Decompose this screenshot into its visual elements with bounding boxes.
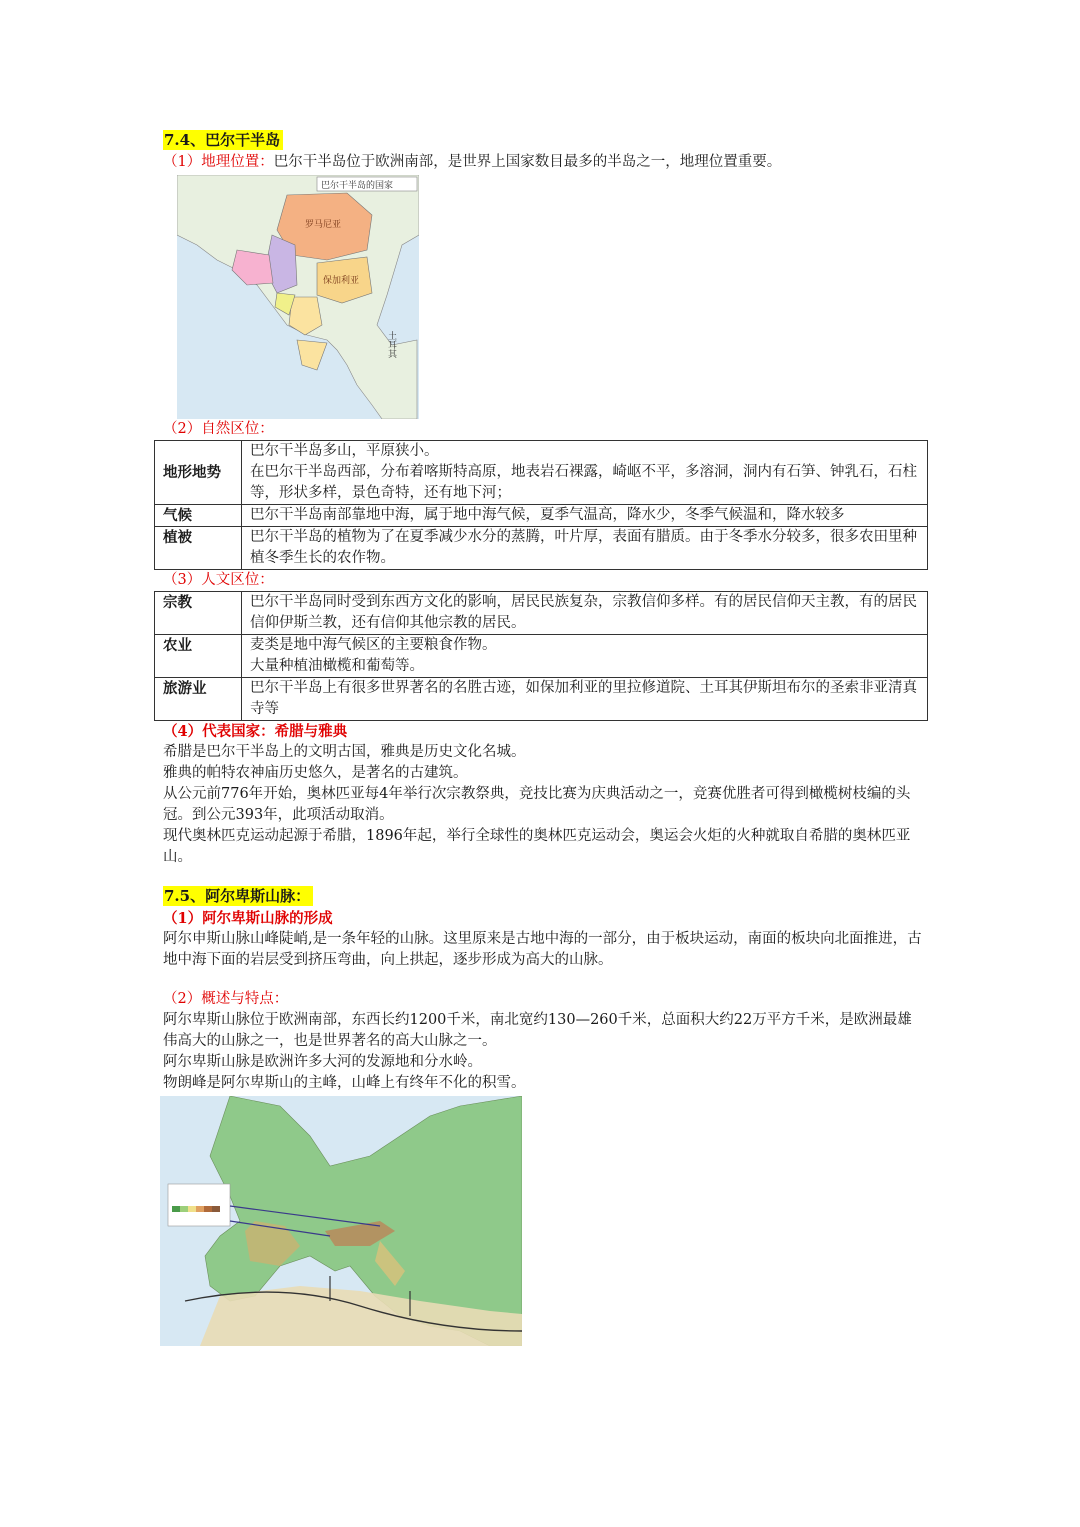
human-label: （3）人文区位： bbox=[163, 572, 274, 588]
map-label-bulgaria: 保加利亚 bbox=[323, 276, 360, 286]
row-cell: 巴尔干半岛南部靠地中海，属于地中海气候，夏季气温高，降水少，冬季气候温和，降水较多 bbox=[242, 505, 928, 527]
table-row bbox=[155, 635, 928, 678]
country-label: （4）代表国家：希腊与雅典 bbox=[163, 723, 348, 740]
country-para: 现代奥林匹克运动起源于希腊，1896年起，举行全球性的奥林匹克运动会，奥运会火炬的火种就取自希腊的奥林匹亚山。 bbox=[163, 828, 911, 865]
row-cell: 巴尔干半岛多山，平原狭小。 在巴尔干半岛西部，分布着喀斯特高原，地表岩石裸露，崎岖不平，多溶洞，洞内有石笋、钟乳石，石柱等，形状多样，景色奇特，还有地下河； bbox=[242, 441, 928, 505]
country-para: 雅典的帕特农神庙历史悠久，是著名的古建筑。 bbox=[163, 765, 468, 781]
natural-label: （2）自然区位： bbox=[163, 421, 274, 437]
country-para: 从公元前776年开始，奥林匹亚每4年举行次宗教祭典，竞技比赛为庆典活动之一，竞赛优胜者可得到橄榄树枝编的头冠。到公元393年，此项活动取消。 bbox=[163, 786, 911, 823]
row-cell: 巴尔干半岛上有很多世界著名的名胜古迹，如保加利亚的里拉修道院、土耳其伊斯坦布尔的圣索非亚清真寺等 bbox=[242, 678, 928, 721]
natural-table bbox=[154, 440, 928, 570]
features-para: 阿尔卑斯山脉是欧洲许多大河的发源地和分水岭。 bbox=[163, 1054, 482, 1070]
formation-label: （1）阿尔卑斯山脉的形成 bbox=[163, 910, 333, 927]
balkan-map bbox=[177, 175, 419, 419]
formation-text: 阿尔申斯山脉山峰陡峭,是一条年轻的山脉。这里原来是古地中海的一部分，由于板块运动，南面的板块向北面推进，古地中海下面的岩层受到挤压弯曲，向上拱起，逐步形成为高大的山脉。 bbox=[163, 931, 922, 968]
row-head: 植被 bbox=[155, 527, 242, 570]
row-head: 地形地势 bbox=[155, 441, 242, 505]
page bbox=[163, 130, 923, 1346]
section-7-5-title: 7.5、阿尔卑斯山脉： bbox=[163, 886, 923, 908]
human-table bbox=[154, 591, 928, 721]
row-cell: 麦类是地中海气候区的主要粮食作物。 大量种植油橄榄和葡萄等。 bbox=[242, 635, 928, 678]
row-head: 宗教 bbox=[155, 592, 242, 635]
table-row bbox=[155, 505, 928, 527]
table-row bbox=[155, 527, 928, 570]
section-7-4-title: 7.4、巴尔干半岛 bbox=[163, 130, 923, 152]
geo-location-line: （1）地理位置：巴尔干半岛位于欧洲南部，是世界上国家数目最多的半岛之一，地理位置重要。 bbox=[163, 154, 782, 170]
table-row bbox=[155, 441, 928, 505]
spacer bbox=[163, 971, 923, 989]
row-head: 农业 bbox=[155, 635, 242, 678]
features-para: 阿尔卑斯山脉位于欧洲南部，东西长约1200千米，南北宽约130—260千米，总面积大约22万平方千米，是欧洲最雄伟高大的山脉之一，也是世界著名的高大山脉之一。 bbox=[163, 1012, 912, 1049]
spacer bbox=[163, 868, 923, 886]
row-head: 旅游业 bbox=[155, 678, 242, 721]
row-cell: 巴尔干半岛的植物为了在夏季减少水分的蒸腾，叶片厚，表面有腊质。由于冬季水分较多，很多农田里种植冬季生长的农作物。 bbox=[242, 527, 928, 570]
features-para: 物朗峰是阿尔卑斯山的主峰，山峰上有终年不化的积雪。 bbox=[163, 1075, 526, 1091]
features-label: （2）概述与特点： bbox=[163, 991, 289, 1007]
row-head: 气候 bbox=[155, 505, 242, 527]
map-label-romania: 罗马尼亚 bbox=[305, 220, 342, 230]
europe-alps-map bbox=[160, 1096, 522, 1346]
table-row bbox=[155, 678, 928, 721]
table-row bbox=[155, 592, 928, 635]
map-label-turkey: 土耳其 bbox=[386, 331, 396, 358]
row-cell: 巴尔干半岛同时受到东西方文化的影响，居民民族复杂，宗教信仰多样。有的居民信仰天主教，有的居民信仰伊斯兰教，还有信仰其他宗教的居民。 bbox=[242, 592, 928, 635]
map-legend-title: 巴尔干半岛的国家 bbox=[321, 181, 394, 191]
country-para: 希腊是巴尔干半岛上的文明古国，雅典是历史文化名城。 bbox=[163, 744, 526, 760]
